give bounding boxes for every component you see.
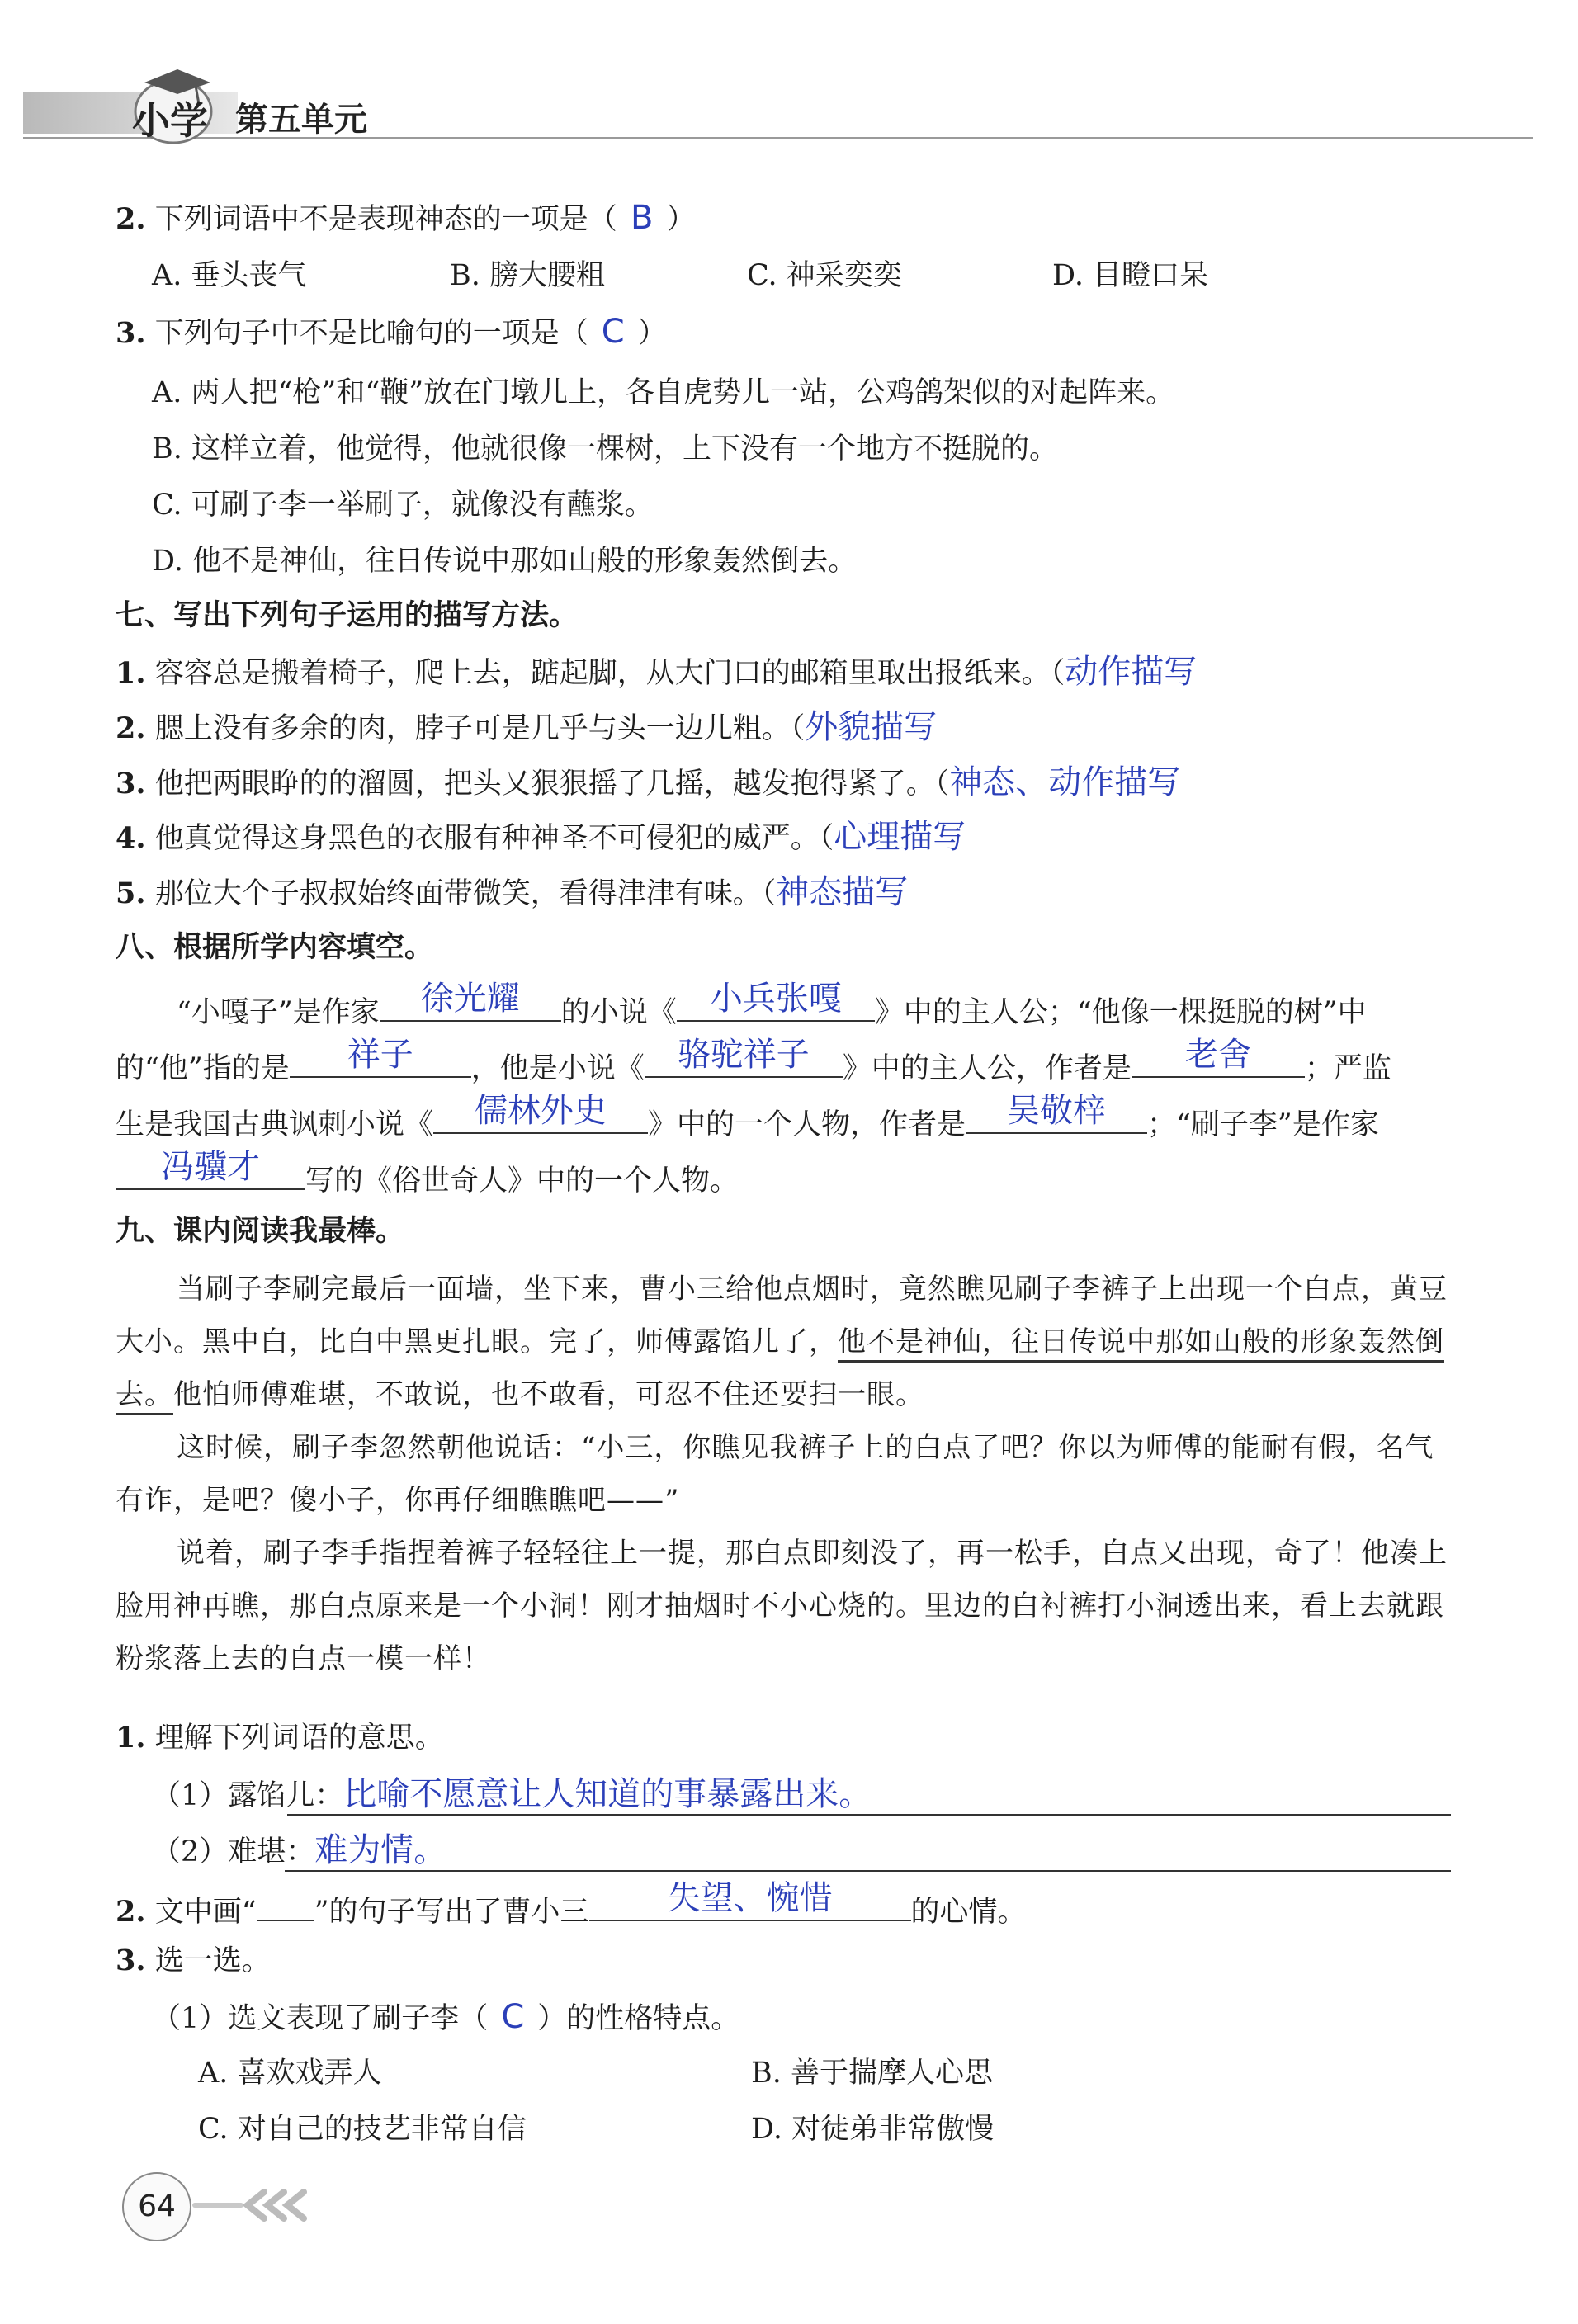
- fill-text: 》中的一个人物，作者是: [648, 1108, 966, 1141]
- question-text: ”的句子写出了曹小三: [314, 1896, 589, 1929]
- passage-paragraph-1: [116, 1263, 1453, 1421]
- fill-text: ，他是小说《: [470, 1052, 645, 1085]
- fill-text: 》中的主人公，作者是: [842, 1052, 1132, 1085]
- question-number: 3.: [116, 1944, 146, 1977]
- r3-option-a: A. 喜欢戏弄人: [198, 2057, 382, 2090]
- answer-line: [287, 1814, 1451, 1816]
- handwritten-answer: 动作描写: [1065, 653, 1198, 691]
- handwritten-answer: 比喻不愿意让人知道的事暴露出来。: [343, 1775, 872, 1813]
- reading-q1: [116, 1718, 444, 1758]
- answer-choice: B: [630, 199, 654, 237]
- q2-option-b: B. 膀大腰粗: [450, 259, 605, 292]
- question-stem: 下列句子中不是比喻句的一项是（: [154, 317, 588, 350]
- answer-choice: C: [601, 313, 625, 351]
- section-9-title: 九、课内阅读我最棒。: [116, 1214, 405, 1248]
- s7-item-4: [116, 817, 966, 858]
- item-text: 容容总是搬着椅子，爬上去，踮起脚，从大门口的邮箱里取出报纸来。（: [154, 657, 1065, 690]
- sub-label: （2）难堪：: [152, 1835, 315, 1868]
- fill-answer: 吴敬梓: [1007, 1092, 1107, 1130]
- fill-answer: 徐光耀: [420, 980, 520, 1018]
- sub-label: （1）露馅儿：: [152, 1779, 344, 1812]
- handwritten-answer: 难为情。: [314, 1831, 447, 1869]
- stem-end: ）: [637, 317, 667, 350]
- question-number: 2.: [116, 1895, 146, 1929]
- question-3: [116, 312, 667, 353]
- fill-answer: 失望、惋惜: [667, 1879, 833, 1917]
- item-number: 1.: [116, 656, 146, 690]
- item-number: 3.: [116, 767, 146, 801]
- underlined-sentence: 他不是神仙，往日传说中那如山般的形象轰然倒去。: [116, 1325, 1444, 1415]
- fill-text: 》中的主人公；“他像一棵挺脱的树”中: [874, 996, 1367, 1029]
- fill-answer: 冯骥才: [161, 1148, 260, 1186]
- chevron-decoration-icon: [191, 2187, 307, 2227]
- q3-option-b: B. 这样立着，他觉得，他就很像一棵树，上下没有一个地方不挺脱的。: [152, 432, 1058, 465]
- header-brand: 小学: [132, 98, 208, 143]
- question-stem: 下列词语中不是表现神态的一项是（: [154, 203, 617, 236]
- question-text: ）的性格特点。: [537, 2002, 740, 2035]
- question-text: 的心情。: [910, 1896, 1027, 1929]
- item-number: 5.: [116, 876, 146, 910]
- fill-text: “小嘎子”是作家: [177, 996, 380, 1029]
- s7-item-3: [116, 763, 1180, 804]
- fill-answer: 老舍: [1184, 1036, 1251, 1074]
- fill-text: 的小说《: [560, 996, 677, 1029]
- fill-text: ；严监: [1304, 1052, 1391, 1085]
- s7-item-5: [116, 872, 908, 914]
- handwritten-answer: 心理描写: [834, 818, 966, 856]
- fill-answer: 祥子: [347, 1036, 413, 1074]
- section-7-title: 七、写出下列句子运用的描写方法。: [116, 598, 579, 632]
- page-number: 64: [138, 2189, 176, 2223]
- handwritten-answer: 神态描写: [776, 873, 909, 911]
- question-text: （1）选文表现了刷子李（: [152, 2002, 489, 2035]
- item-text: 他真觉得这身黑色的衣服有种神圣不可侵犯的威严。（: [154, 822, 834, 855]
- r3-option-c: C. 对自己的技艺非常自信: [198, 2113, 527, 2146]
- r3-option-b: B. 善于揣摩人心思: [751, 2057, 993, 2090]
- handwritten-answer: 神态、动作描写: [949, 763, 1181, 801]
- q3-option-a: A. 两人把“枪”和“鞭”放在门墩儿上，各自虎势儿一站，公鸡鸽架似的对起阵来。: [152, 376, 1175, 409]
- s8-line-3: [116, 1092, 1379, 1145]
- fill-answer: 骆驼祥子: [677, 1036, 810, 1074]
- q3-option-d: D. 他不是神仙，往日传说中那如山般的形象轰然倒去。: [152, 545, 858, 578]
- fill-text: 的“他”指的是: [116, 1052, 290, 1085]
- reading-passage: [116, 1263, 1453, 1685]
- question-stem: 选一选。: [154, 1944, 271, 1977]
- passage-paragraph-3: 说着，刷子李手指捏着裤子轻轻往上一提，那白点即刻没了，再一松手，白点又出现，奇了！他凑上脸用神再瞧，那白点原来是一个小洞！刚才抽烟时不小心烧的。里边的白衬裤打小洞透出来，看上去就跟粉浆落上去的白点一模一样！: [116, 1537, 1448, 1675]
- question-number: 3.: [116, 316, 146, 350]
- fill-answer: 儒林外史: [475, 1092, 607, 1130]
- fill-text: ；“刷子李”是作家: [1147, 1108, 1379, 1141]
- q2-option-d: D. 目瞪口呆: [1052, 259, 1209, 292]
- fill-answer: 小兵张嘎: [709, 980, 842, 1018]
- s7-item-1: [116, 652, 1197, 693]
- stem-end: ）: [666, 203, 696, 236]
- item-text: 那位大个子叔叔始终面带微笑，看得津津有味。（: [154, 877, 777, 910]
- fill-text: 生是我国古典讽刺小说《: [116, 1108, 434, 1141]
- paragraph-text: 他怕师傅难堪，不敢说，也不敢看，可忍不住还要扫一眼。: [173, 1378, 924, 1411]
- item-text: 腮上没有多余的肉，脖子可是几乎与头一边儿粗。（: [154, 712, 806, 745]
- answer-line: [285, 1870, 1451, 1872]
- s8-line-1: [177, 980, 1367, 1032]
- reading-q3: [116, 1941, 271, 1981]
- question-2: [116, 198, 696, 239]
- item-number: 2.: [116, 711, 146, 745]
- s7-item-2: [116, 707, 937, 749]
- question-stem: 理解下列词语的意思。: [154, 1722, 444, 1755]
- reading-q3-sub1: [152, 1997, 739, 2038]
- question-text: 文中画“: [154, 1896, 257, 1929]
- page-number-badge: [122, 2172, 191, 2241]
- question-number: 2.: [116, 202, 146, 236]
- item-text: 他把两眼睁的的溜圆，把头又狠狠摇了几摇，越发抱得紧了。（: [154, 768, 950, 801]
- question-number: 1.: [116, 1721, 146, 1755]
- q2-option-a: A. 垂头丧气: [152, 259, 307, 292]
- handwritten-answer: 外貌描写: [805, 708, 938, 746]
- q3-option-c: C. 可刷子李一举刷子，就像没有蘸浆。: [152, 489, 654, 522]
- q2-option-c: C. 神采奕奕: [747, 259, 902, 292]
- fill-text: 写的《俗世奇人》中的一个人物。: [305, 1164, 739, 1197]
- reading-q1-sub2: [152, 1830, 446, 1872]
- r3-option-d: D. 对徒弟非常傲慢: [751, 2113, 995, 2146]
- paragraph-text: 当刷子李刷完最后一面墙，坐下来，曹小三给他点烟时，竟然瞧见刷子李裤子上出现一个白点，黄豆大小。黑中白，比白中黑更扎眼。完了，师傅露馅儿了，: [116, 1273, 1448, 1358]
- header-unit-title: 第五单元: [235, 101, 367, 139]
- reading-q1-sub1: [152, 1774, 872, 1816]
- item-number: 4.: [116, 821, 146, 855]
- passage-paragraph-2: 这时候，刷子李忽然朝他说话：“小三，你瞧见我裤子上的白点了吧？你以为师傅的能耐有假，名气有诈，是吧？傻小子，你再仔细瞧瞧吧——”: [116, 1431, 1434, 1517]
- reading-q2: [116, 1879, 1027, 1932]
- s8-line-4: [116, 1148, 739, 1201]
- s8-line-2: [116, 1036, 1391, 1089]
- section-8-title: 八、根据所学内容填空。: [116, 930, 434, 964]
- answer-choice: C: [501, 1998, 525, 2036]
